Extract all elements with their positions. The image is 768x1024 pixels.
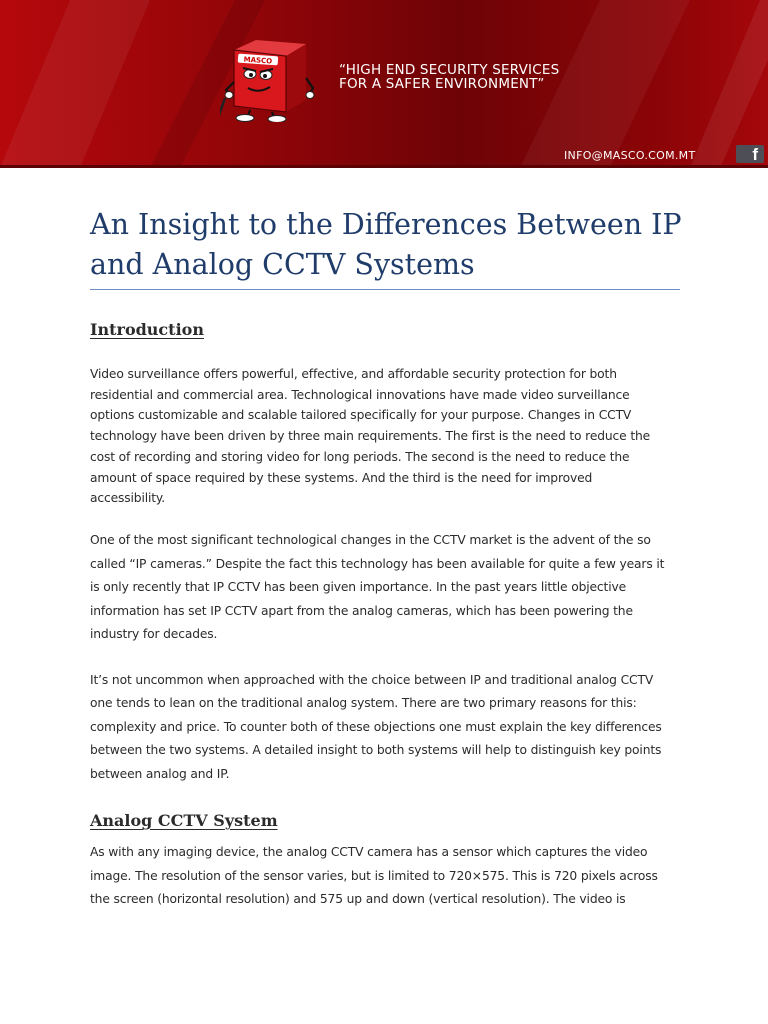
section-heading-analog-cctv: Analog CCTV System [90, 811, 278, 830]
tagline-line: “HIGH END SECURITY SERVICES [339, 62, 560, 78]
paragraph-line: is only recently that IP CCTV has been given importance. In the past years little objective [90, 580, 627, 595]
paragraph-analog-1 [90, 841, 690, 912]
title-line: An Insight to the Differences Between IP [90, 208, 682, 241]
header-banner [0, 0, 768, 168]
company-tagline [339, 63, 559, 91]
paragraph-line: called “IP cameras.” Despite the fact this technology has been available for quite a few years it [90, 556, 665, 571]
paragraph-line: information has set IP CCTV apart from the analog cameras, which has been powering the [90, 603, 633, 618]
paragraph-line: industry for decades. [90, 627, 218, 642]
paragraph-line: between analog and IP. [90, 766, 230, 781]
paragraph-line: accessibility. [90, 491, 166, 506]
facebook-icon[interactable]: f [736, 145, 764, 163]
paragraph-introduction-3 [90, 669, 690, 786]
document-title [90, 205, 710, 285]
title-divider [90, 289, 680, 290]
paragraph-line: Video surveillance offers powerful, effective, and affordable security protection for both [90, 367, 617, 381]
masco-logo [220, 38, 320, 122]
paragraph-line: One of the most significant technological changes in the CCTV market is the advent of the so [90, 533, 651, 547]
paragraph-line: options customizable and scalable tailored specifically for your purpose. Changes in CCTV [90, 408, 632, 423]
paragraph-line: amount of space required by these systems. And the third is the need for improved [90, 470, 593, 485]
tagline-line: FOR A SAFER ENVIRONMENT” [339, 76, 545, 92]
paragraph-line: As with any imaging device, the analog CCTV camera has a sensor which captures the video [90, 845, 648, 859]
paragraph-line: between the two systems. A detailed insight to both systems will help to distinguish key points [90, 743, 662, 758]
paragraph-line: It’s not uncommon when approached with the choice between IP and traditional analog CCTV [90, 673, 654, 687]
title-line: and Analog CCTV Systems [90, 248, 475, 281]
paragraph-line: technology have been driven by three main requirements. The first is the need to reduce the [90, 429, 651, 444]
paragraph-introduction-1 [90, 364, 690, 509]
section-heading-introduction: Introduction [90, 320, 204, 339]
svg-text:MASCO: MASCO [243, 55, 273, 66]
paragraph-line: complexity and price. To counter both of these objections one must explain the key differences [90, 719, 662, 734]
paragraph-line: cost of recording and storing video for long periods. The second is the need to reduce the [90, 449, 630, 464]
paragraph-line: residential and commercial area. Technological innovations have made video surveillance [90, 387, 630, 402]
paragraph-introduction-2 [90, 529, 690, 647]
paragraph-line: the screen (horizontal resolution) and 575 up and down (vertical resolution). The video is [90, 892, 626, 906]
paragraph-line: image. The resolution of the sensor varies, but is limited to 720×575. This is 720 pixels across [90, 868, 658, 883]
banner-bottom-edge [0, 165, 768, 168]
contact-email-link[interactable]: INFO@MASCO.COM.MT [564, 149, 696, 162]
paragraph-line: one tends to lean on the traditional analog system. There are two primary reasons for this: [90, 696, 637, 711]
